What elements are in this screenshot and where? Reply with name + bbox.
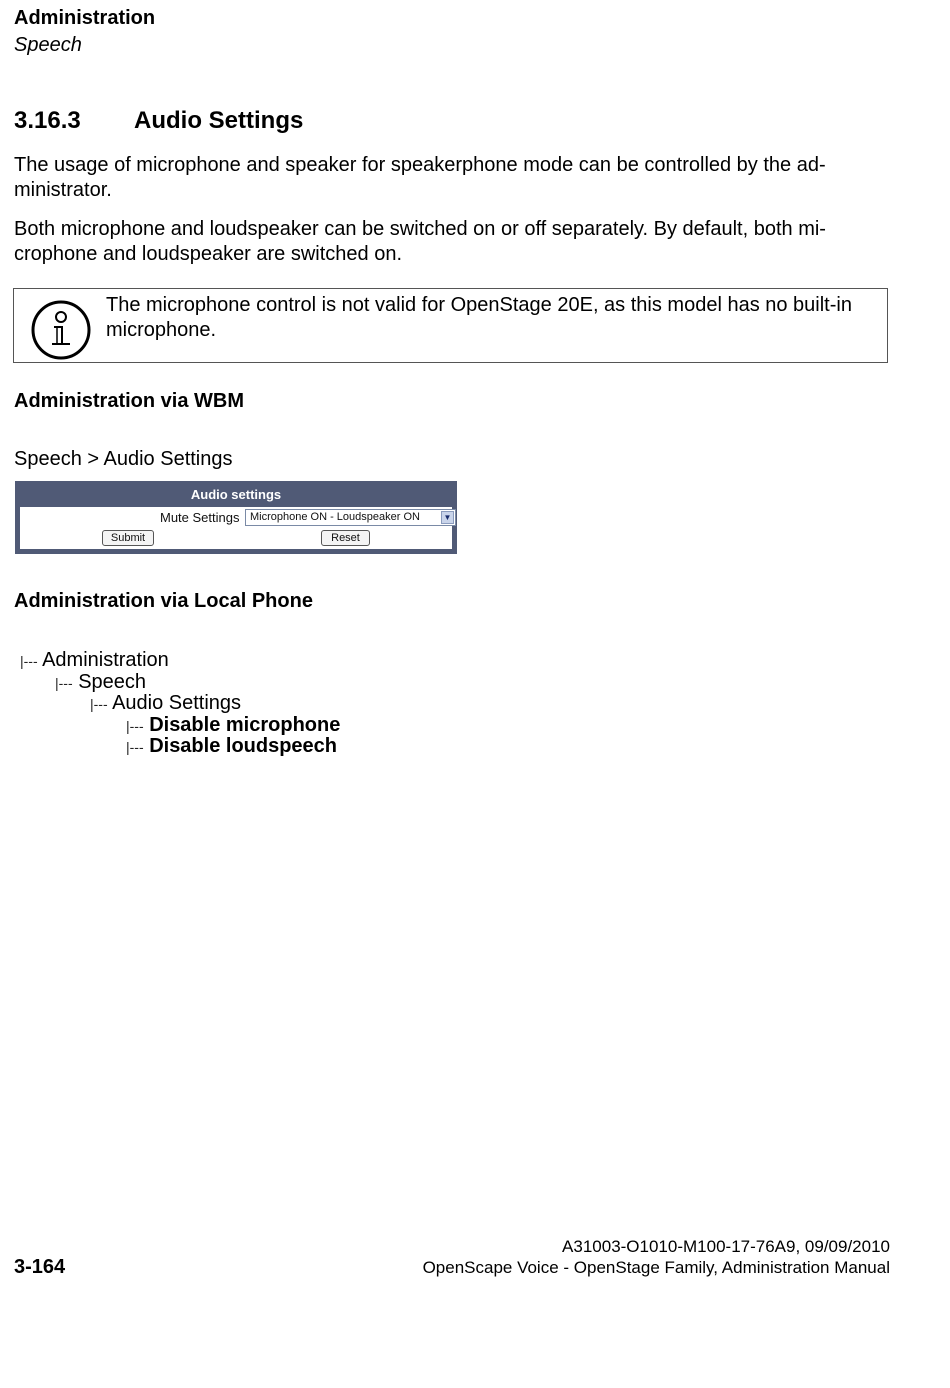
section-number: 3.16.3 — [14, 107, 81, 134]
tree-label: Administration — [42, 649, 169, 671]
mute-settings-value: Microphone ON - Loudspeaker ON — [250, 511, 420, 523]
section-title: Audio Settings — [134, 107, 304, 134]
tree-item-disable-microphone — [126, 715, 340, 737]
tree-item-speech — [55, 672, 146, 694]
wbm-heading: Administration via WBM — [14, 390, 245, 412]
tree-connector: |--- — [126, 739, 144, 755]
tree-connector: |--- — [20, 653, 38, 669]
chevron-down-icon[interactable]: ▼ — [441, 511, 454, 524]
tree-label: Disable microphone — [149, 714, 341, 736]
mute-settings-select[interactable] — [245, 509, 456, 526]
info-icon — [30, 299, 92, 361]
submit-button[interactable]: Submit — [102, 530, 154, 546]
tree-connector: |--- — [90, 696, 108, 712]
audio-settings-panel — [15, 481, 457, 554]
footer-doc-id: A31003-O1010-M100-17-76A9, 09/09/2010 — [562, 1237, 890, 1256]
tree-label: Speech — [78, 671, 147, 693]
tree-label: Audio Settings — [112, 692, 242, 714]
running-header-subtitle: Speech — [14, 34, 82, 56]
paragraph-defaults: Both microphone and loudspeaker can be switched on or off separately. By default, both mi-crophone and loudspeaker are switched on. — [14, 218, 826, 265]
footer-manual-title: OpenScape Voice - OpenStage Family, Administration Manual — [422, 1258, 890, 1277]
local-phone-heading: Administration via Local Phone — [14, 590, 313, 612]
footer-page-number: 3-164 — [14, 1256, 66, 1278]
menu-path: Speech > Audio Settings — [14, 448, 233, 470]
tree-label: Disable loudspeech — [149, 735, 338, 757]
panel-body — [20, 507, 452, 549]
tree-item-administration — [20, 650, 169, 672]
reset-button[interactable]: Reset — [321, 530, 370, 546]
paragraph-usage: The usage of microphone and speaker for speakerphone mode can be controlled by the ad-ministrator. — [14, 154, 826, 201]
panel-title: Audio settings — [190, 487, 282, 502]
mute-settings-label: Mute Settings — [160, 510, 240, 525]
tree-item-audio-settings — [90, 693, 241, 715]
note-box — [13, 288, 888, 363]
running-header-title: Administration — [14, 7, 156, 29]
note-text: The microphone control is not valid for OpenStage 20E, as this model has no built-in microphone. — [106, 294, 852, 341]
tree-item-disable-loudspeech — [126, 736, 337, 758]
tree-connector: |--- — [126, 718, 144, 734]
tree-connector: |--- — [55, 675, 73, 691]
